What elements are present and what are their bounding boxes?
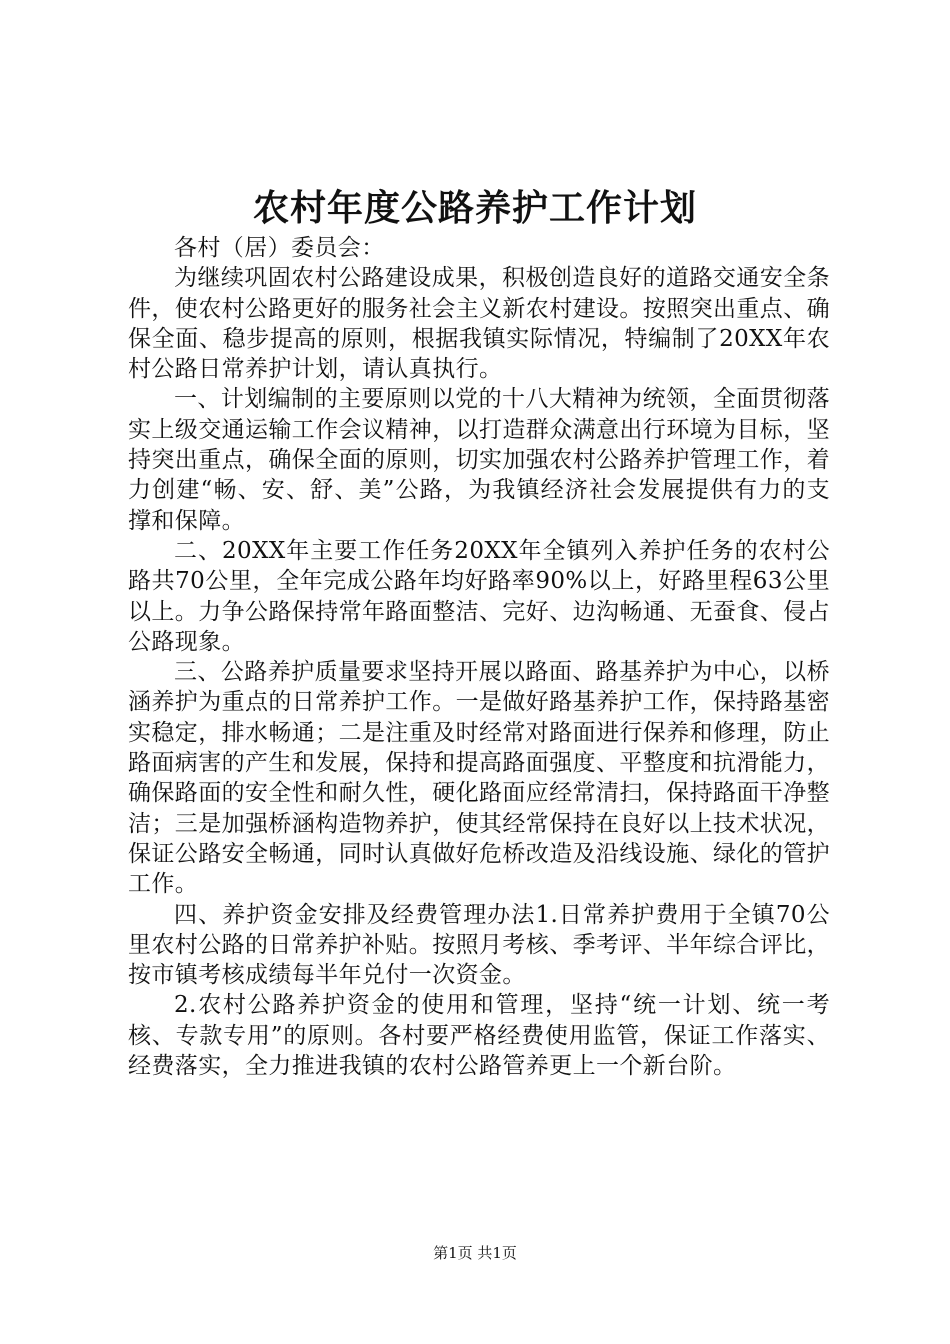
paragraph-section-2: 二、20XX年主要工作任务20XX年全镇列入养护任务的农村公路共70公里，全年完成公路年均好路率90%以上，好路里程63公里以上。力争公路保持常年路面整洁、完好、边沟畅通、无蚕食、侵占公路现象。 — [128, 537, 830, 655]
paragraph-intro: 为继续巩固农村公路建设成果，积极创造良好的道路交通安全条件，使农村公路更好的服务社会主义新农村建设。按照突出重点、确保全面、稳步提高的原则，根据我镇实际情况，特编制了20XX年农村公路日常养护计划，请认真执行。 — [128, 265, 830, 383]
paragraph-section-3: 三、公路养护质量要求坚持开展以路面、路基养护为中心，以桥涵养护为重点的日常养护工作。一是做好路基养护工作，保持路基密实稳定，排水畅通；二是注重及时经常对路面进行保养和修理，防止路面病害的产生和发展，保持和提高路面强度、平整度和抗滑能力，确保路面的安全性和耐久性，硬化路面应经常清扫，保持路面干净整洁；三是加强桥涵构造物养护，使其经常保持在良好以上技术状况，保证公路安全畅通，同时认真做好危桥改造及沿线设施、绿化的管护工作。 — [128, 659, 830, 898]
paragraph-section-4-item-2: 2.农村公路养护资金的使用和管理，坚持“统一计划、统一考核、专款专用”的原则。各村要严格经费使用监管，保证工作落实、经费落实，全力推进我镇的农村公路管养更上一个新台阶。 — [128, 992, 830, 1080]
document-body — [128, 233, 830, 1081]
salutation: 各村（居）委员会： — [174, 235, 385, 261]
paragraph-section-4: 四、养护资金安排及经费管理办法1.日常养护费用于全镇70公里农村公路的日常养护补贴。按照月考核、季考评、半年综合评比，按市镇考核成绩每半年兑付一次资金。 — [128, 901, 830, 989]
document-title: 农村年度公路养护工作计划 — [252, 188, 697, 229]
page-number-footer: 第1页 共1页 — [433, 1244, 517, 1262]
paragraph-section-1: 一、计划编制的主要原则以党的十八大精神为统领，全面贯彻落实上级交通运输工作会议精神，以打造群众满意出行环境为目标，坚持突出重点，确保全面的原则，切实加强农村公路养护管理工作，着力创建“畅、安、舒、美”公路，为我镇经济社会发展提供有力的支撑和保障。 — [128, 386, 830, 534]
